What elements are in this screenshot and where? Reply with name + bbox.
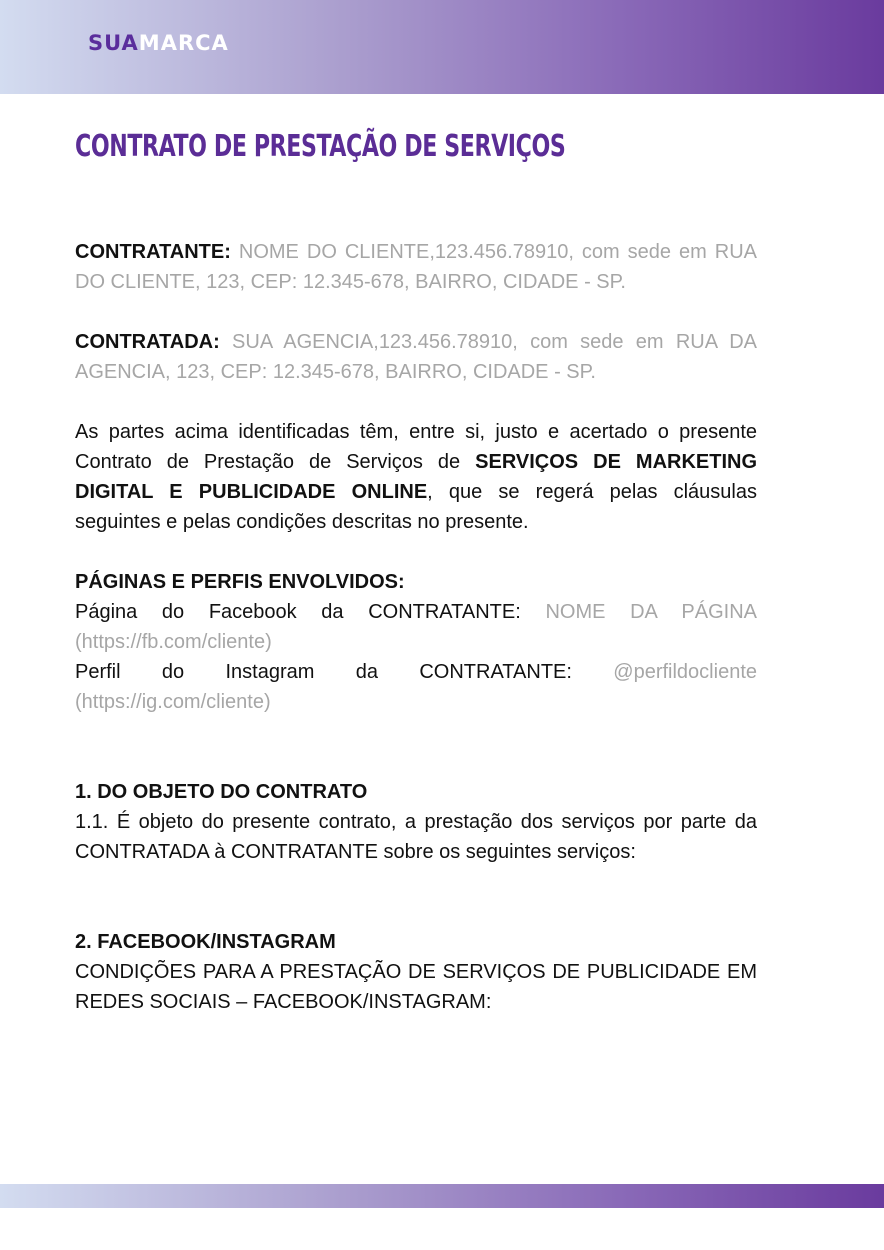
logo-part-1: SUA — [88, 31, 139, 55]
contratada-details: SUA AGENCIA,123.456.78910, com sede em RUA DA AGENCIA, 123, CEP: 12.345-678, BAIRRO, CIDADE - SP. — [75, 331, 757, 383]
contratante-paragraph — [75, 237, 757, 297]
intro-text-before: As partes acima identificadas têm, entre si, justo e acertado o presente Contrato de Prestação de Serviços de — [75, 421, 757, 473]
section1-heading — [75, 777, 757, 807]
instagram-label: Perfil do Instagram da CONTRATANTE: — [75, 661, 614, 683]
footer-band — [0, 1184, 884, 1208]
logo-part-2: MARCA — [138, 31, 229, 55]
intro-bold: SERVIÇOS DE MARKETING DIGITAL E PUBLICIDADE ONLINE — [75, 451, 758, 503]
document-title: CONTRATO DE PRESTAÇÃO DE SERVIÇOS — [75, 129, 566, 164]
pages-heading-text: PÁGINAS E PERFIS ENVOLVIDOS: — [75, 571, 405, 593]
contratada-paragraph — [75, 327, 757, 387]
section1-text: 1.1. É objeto do presente contrato, a prestação dos serviços por parte da CONTRATADA à CONTRATANTE sobre os seguintes serviços: — [75, 811, 757, 863]
section2-heading-text: 2. FACEBOOK/INSTAGRAM — [75, 931, 336, 953]
facebook-label: Página do Facebook da CONTRATANTE: — [75, 601, 546, 623]
contratada-label: CONTRATADA: — [75, 331, 220, 353]
pages-heading — [75, 567, 757, 597]
contratante-label: CONTRATANTE: — [75, 241, 231, 263]
section2-heading — [75, 927, 757, 957]
instagram-value: @perfildocliente (https://ig.com/cliente) — [75, 661, 757, 713]
brand-logo — [88, 31, 229, 55]
intro-text-after: , que se regerá pelas cláusulas seguintes e pelas condições descritas no presente. — [75, 481, 757, 533]
contratante-details: NOME DO CLIENTE,123.456.78910, com sede em RUA DO CLIENTE, 123, CEP: 12.345-678, BAIRRO, CIDADE - SP. — [75, 241, 757, 293]
document-body — [75, 237, 757, 1017]
section2-text: CONDIÇÕES PARA A PRESTAÇÃO DE SERVIÇOS DE PUBLICIDADE EM REDES SOCIAIS – FACEBOOK/INSTAGRAM: — [75, 961, 757, 1013]
facebook-line — [75, 597, 757, 657]
intro-paragraph — [75, 417, 757, 537]
section1-heading-text: 1. DO OBJETO DO CONTRATO — [75, 781, 368, 803]
instagram-line — [75, 657, 757, 717]
facebook-value: NOME DA PÁGINA (https://fb.com/cliente) — [75, 601, 757, 653]
